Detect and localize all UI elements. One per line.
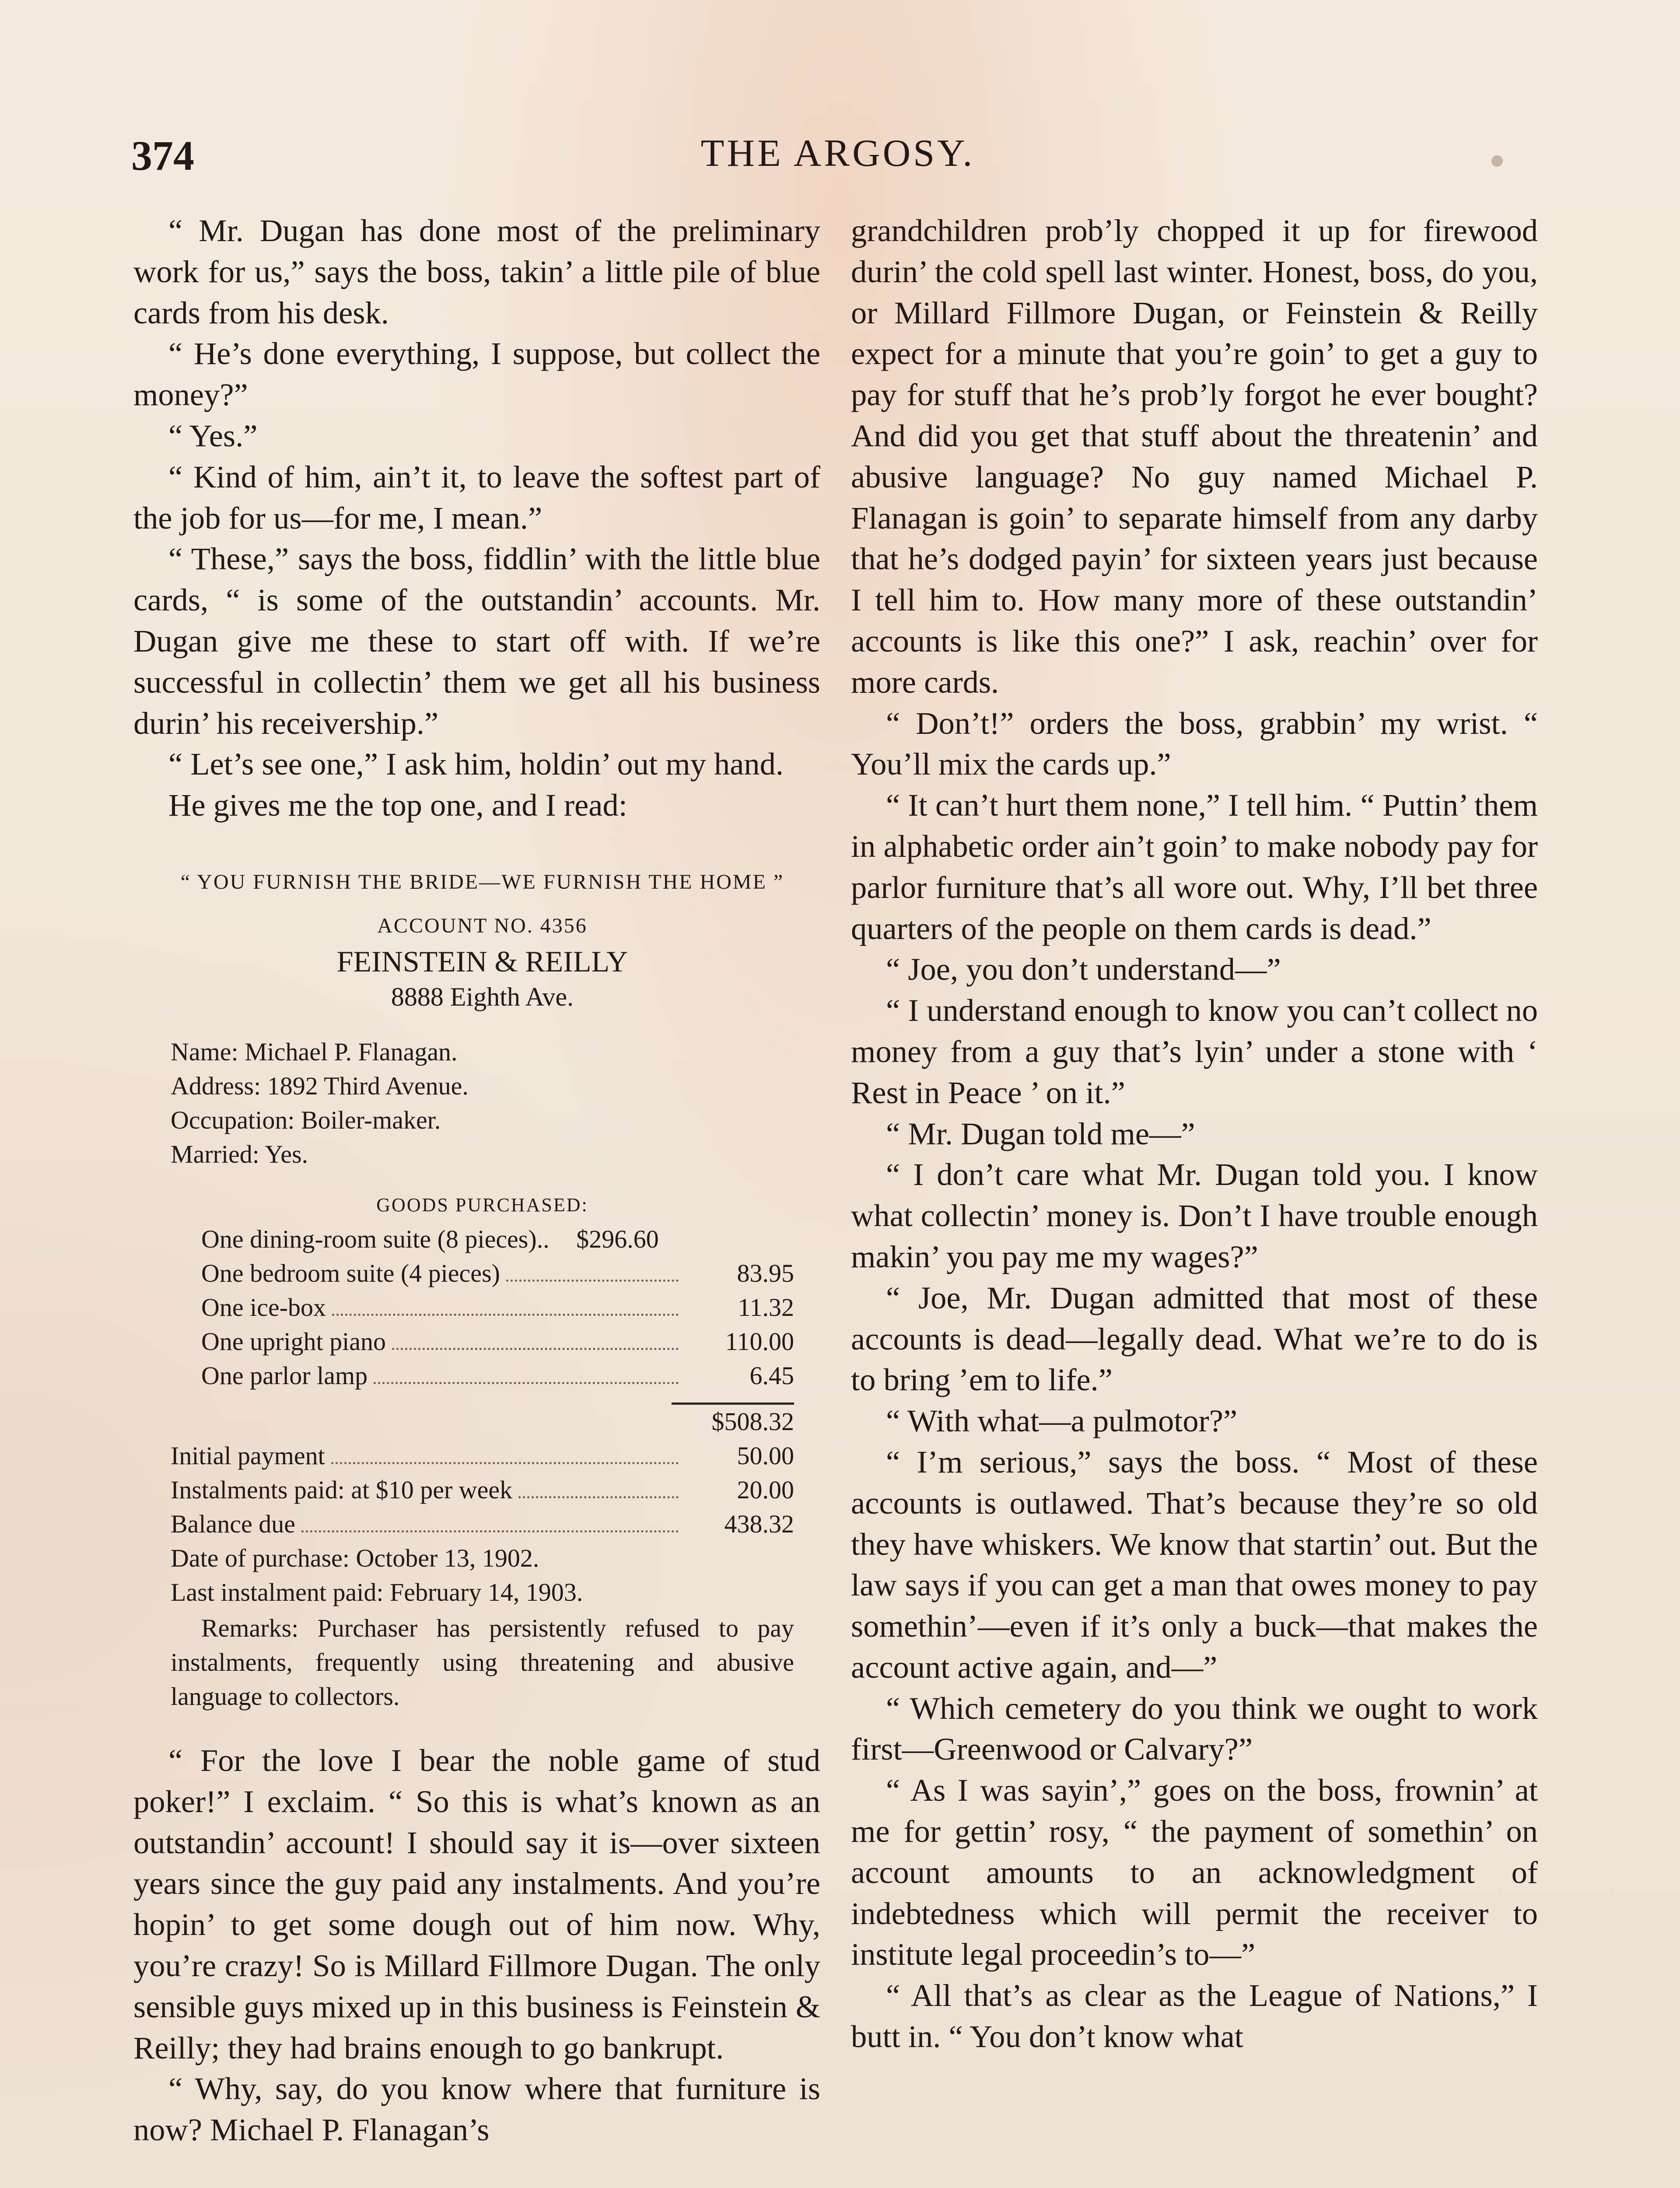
last-instalment: Last instalment paid: February 14, 1903. — [171, 1578, 583, 1606]
page-header — [131, 131, 1544, 193]
date-of-purchase: Date of purchase: October 13, 1902. — [171, 1543, 539, 1572]
paragraph: “ As I was sayin’,” goes on the boss, frownin’ at me for gettin’ rosy, “ the payment of somethin’ on account amounts to an acknowledgment of indebtedness which will permit the receiver to institute legal proceedin’s to—” — [851, 1772, 1538, 1972]
payment-amount: 20.00 — [737, 1475, 794, 1504]
paragraph: “ Which cemetery do you think we ought to work first—Greenwood or Calvary?” — [851, 1690, 1538, 1767]
goods-heading: GOODS PURCHASED: — [376, 1194, 588, 1216]
goods-amount: 110.00 — [725, 1327, 794, 1356]
paragraph: “ Kind of him, ain’t it, to leave the softest part of the job for us—for me, I mean.” — [133, 459, 820, 536]
paragraph: He gives me the top one, and I read: — [168, 787, 627, 823]
goods-row — [201, 1325, 794, 1359]
payment-row — [171, 1473, 794, 1507]
goods-amount: $296.60 — [576, 1224, 659, 1253]
goods-row — [201, 1256, 794, 1290]
paragraph: “ With what—a pulmotor?” — [886, 1403, 1238, 1439]
card-motto: “ YOU FURNISH THE BRIDE—WE FURNISH THE HOME ” — [180, 870, 784, 894]
goods-item: One parlor lamp — [201, 1361, 368, 1390]
paragraph: “ He’s done everything, I suppose, but collect the money?” — [133, 336, 820, 413]
leader-dots — [301, 1530, 679, 1532]
company-address: 8888 Eighth Ave. — [391, 982, 574, 1011]
paragraph: grandchildren prob’ly chopped it up for firewood durin’ the cold spell last winter. Honest, boss, do you, or Millard Fillmore Dugan, or Feinstein & Reilly expect for a minute that you’re goin’ to get a guy to pay for stuff that he’s prob’ly forgot he ever bought? And did you get that stuff about the threatenin’ and abusive language? No guy named Michael P. Flanagan is goin’ to separate himself from any darby that he’s dodged payin’ for sixteen years just because I tell him to. How many more of these outstandin’ accounts is like this one?” I ask, reachin’ over for more cards. — [851, 213, 1538, 700]
paragraph: “ It can’t hurt them none,” I tell him. “ Puttin’ them in alphabetic order ain’t goin’ to make nobody pay for parlor furniture that’s all wore out. Why, I’ll bet three quarters of the people on them cards is dead.” — [851, 787, 1538, 946]
goods-amount: 6.45 — [749, 1361, 794, 1390]
paragraph: “ Joe, you don’t understand—” — [886, 951, 1281, 987]
goods-row — [201, 1359, 794, 1393]
goods-row — [201, 1222, 794, 1256]
goods-item: One bedroom suite (4 pieces) — [201, 1259, 500, 1287]
page-number: 374 — [131, 132, 194, 179]
paragraph: “ Joe, Mr. Dugan admitted that most of these accounts is dead—legally dead. What we’re to do is to bring ’em to life.” — [851, 1280, 1538, 1398]
goods-row — [201, 1290, 794, 1325]
paragraph: “ These,” says the boss, fiddlin’ with the little blue cards, “ is some of the outstandin’ accounts. Mr. Dugan give me these to start off with. If we’re successful in collectin’ them we get all his business durin’ his receivership.” — [133, 541, 820, 741]
running-title: THE ARGOSY. — [700, 132, 975, 175]
right-column — [851, 210, 1538, 2057]
paragraph: “ I don’t care what Mr. Dugan told you. I know what collectin’ money is. Don’t I have trouble enough makin’ you pay me my wages?” — [851, 1157, 1538, 1274]
goods-item: One upright piano — [201, 1327, 386, 1356]
customer-address: Address: 1892 Third Avenue. — [171, 1071, 469, 1100]
payment-row — [171, 1507, 794, 1541]
account-card — [133, 826, 820, 1740]
leader-dots — [332, 1314, 679, 1316]
customer-occupation: Occupation: Boiler-maker. — [171, 1105, 441, 1134]
card-remarks: Remarks: Purchaser has persistently refused to pay instalments, frequently using threatening and abusive language to collectors. — [171, 1613, 794, 1711]
customer-name: Name: Michael P. Flanagan. — [171, 1037, 458, 1066]
payment-amount: 50.00 — [737, 1441, 794, 1470]
paragraph: “ Mr. Dugan has done most of the preliminary work for us,” says the boss, takin’ a little pile of blue cards from his desk. — [133, 213, 820, 330]
account-number: ACCOUNT NO. 4356 — [377, 914, 588, 937]
goods-item: One ice-box — [201, 1293, 326, 1322]
goods-item: One dining-room suite (8 pieces).. — [201, 1224, 550, 1253]
paragraph: “ Yes.” — [168, 417, 258, 453]
goods-total: $508.32 — [711, 1407, 794, 1436]
goods-list — [201, 1222, 794, 1393]
goods-amount: 11.32 — [738, 1293, 794, 1322]
payment-row — [171, 1439, 794, 1473]
paragraph: “ Don’t!” orders the boss, grabbin’ my wrist. “ You’ll mix the cards up.” — [851, 705, 1538, 782]
leader-dots — [374, 1382, 679, 1384]
leader-dots — [506, 1280, 679, 1282]
leader-dots — [331, 1462, 679, 1464]
goods-amount: 83.95 — [737, 1259, 794, 1287]
paragraph: “ For the love I bear the noble game of stud poker!” I exclaim. “ So this is what’s known as an outstandin’ account! I should say it is—over sixteen years since the guy paid any instalments. And you’re hopin’ to get some dough out of him now. Why, you’re crazy! So is Millard Fillmore Dugan. The only sensible guys mixed up in this business is Feinstein & Reilly; they had brains enough to go bankrupt. — [133, 1742, 820, 2065]
customer-fields — [171, 1035, 794, 1171]
leader-dots — [518, 1496, 679, 1498]
paragraph: “ All that’s as clear as the League of Nations,” I butt in. “ You don’t know what — [851, 1978, 1538, 2055]
paragraph: “ Mr. Dugan told me—” — [886, 1115, 1195, 1151]
payment-label: Initial payment — [171, 1441, 325, 1470]
paragraph: “ I’m serious,” says the boss. “ Most of these accounts is outlawed. That’s because they’re so old they have whiskers. We know that startin’ out. But the law says if you can get a man that owes money to pay somethin’—even if it’s only a buck—that makes the account active again, and—” — [851, 1444, 1538, 1685]
customer-married: Married: Yes. — [171, 1140, 308, 1168]
paragraph: “ Why, say, do you know where that furniture is now? Michael P. Flanagan’s — [133, 2071, 820, 2148]
company-name: FEINSTEIN & REILLY — [336, 944, 628, 978]
left-column — [133, 210, 820, 2150]
leader-dots — [392, 1348, 679, 1350]
payment-label: Balance due — [171, 1509, 296, 1538]
paragraph: “ I understand enough to know you can’t collect no money from a guy that’s lyin’ under a stone with ‘ Rest in Peace ’ on it.” — [851, 992, 1538, 1110]
paragraph: “ Let’s see one,” I ask him, holdin’ out my hand. — [168, 746, 784, 782]
payment-amount: 438.32 — [724, 1509, 794, 1538]
payment-label: Instalments paid: at $10 per week — [171, 1475, 513, 1504]
